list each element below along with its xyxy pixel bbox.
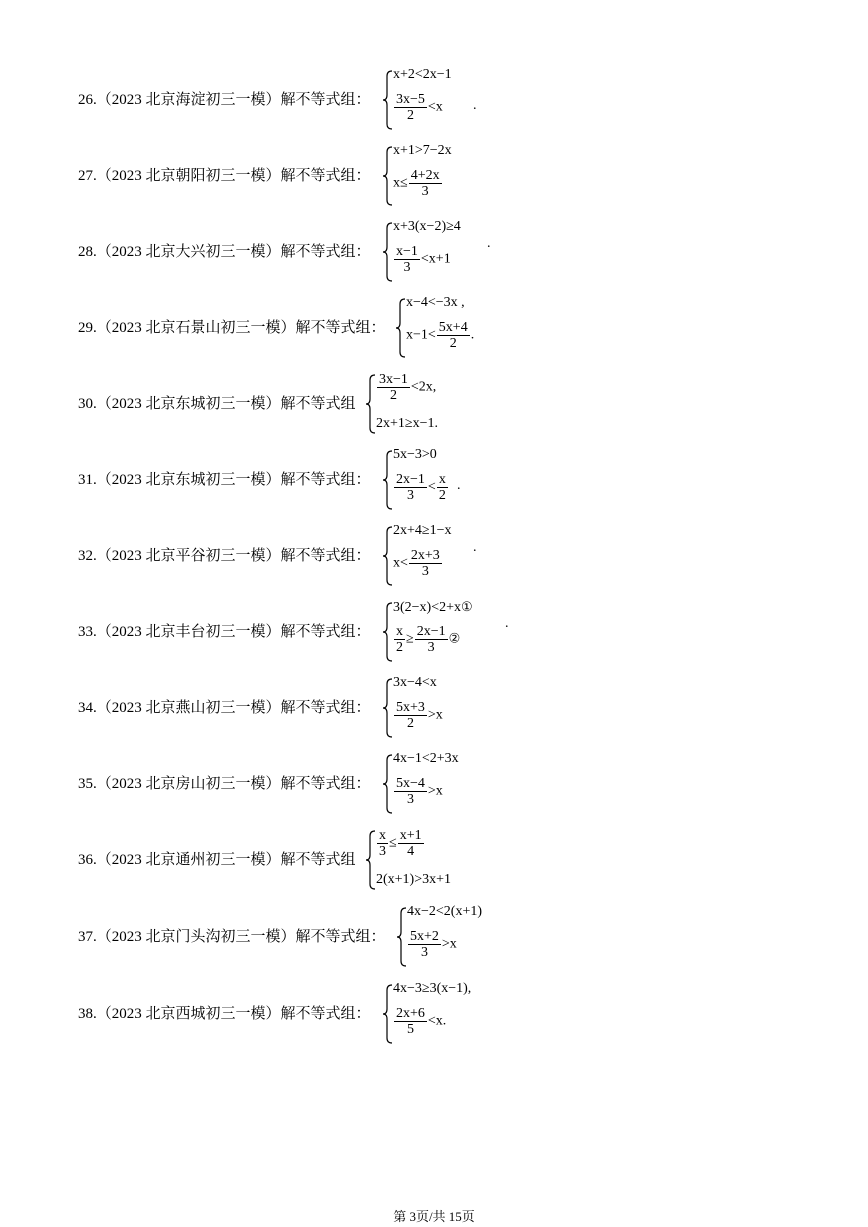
inequality-1: 4x−1<2+3x	[393, 751, 459, 766]
problem-label: 37.（2023 北京门头沟初三一模）解不等式组：	[78, 929, 386, 945]
inequality-2: x≤ $\frac{4+2x}{3}$	[393, 168, 440, 199]
brace-icon	[383, 526, 393, 586]
inequality-1: 3x−4<x	[393, 675, 437, 690]
problem-label: 36.（2023 北京通州初三一模）解不等式组	[78, 852, 356, 868]
problem-label: 34.（2023 北京燕山初三一模）解不等式组：	[78, 700, 371, 716]
inequality-2: $\frac{x-1}{3}$ <x+1	[396, 244, 451, 275]
inequality-1: x−4<−3x ,	[406, 295, 465, 310]
inequality-2: $\frac{5x+3}{2}$ >x	[396, 700, 443, 731]
problem-label: 30.（2023 北京东城初三一模）解不等式组	[78, 396, 356, 412]
problem-label: 28.（2023 北京大兴初三一模）解不等式组：	[78, 244, 371, 260]
inequality-2: $\frac{x}{2}$ ≥ $\frac{2x-1}{3}$ ②	[396, 624, 461, 655]
inequality-2: 2x+1≥x−1.	[376, 416, 438, 431]
inequality-2: 2(x+1)>3x+1	[376, 872, 452, 887]
problem-label: 38.（2023 北京西城初三一模）解不等式组：	[78, 1006, 371, 1022]
brace-icon	[383, 678, 393, 738]
inequality-2: $\frac{5x-4}{3}$ >x	[396, 776, 443, 807]
inequality-2: $\frac{2x+6}{5}$ <x.	[396, 1006, 447, 1037]
inequality-2: x−1< $\frac{5x+4}{2}$ .	[406, 320, 475, 351]
inequality-1: $\frac{x}{3}$ ≤ $\frac{x+1}{4}$	[379, 828, 422, 859]
inequality-2: $\frac{5x+2}{3}$ >x	[410, 929, 457, 960]
problem-label: 32.（2023 北京平谷初三一模）解不等式组：	[78, 548, 371, 564]
brace-icon	[383, 146, 393, 206]
problem-label: 29.（2023 北京石景山初三一模）解不等式组：	[78, 320, 386, 336]
page-footer: 第 3页/共 15页	[393, 1209, 475, 1224]
inequality-1: 4x−2<2(x+1)	[407, 904, 483, 919]
inequality-2: $\frac{3x-5}{2}$ <x	[396, 92, 443, 123]
inequality-2: $\frac{2x-1}{3}$ < $\frac{x}{2}$	[396, 472, 446, 503]
inequality-1: x+3(x−2)≥4	[393, 219, 461, 234]
inequality-1: 3(2−x)<2+x①	[393, 599, 473, 615]
inequality-2: x< $\frac{2x+3}{3}$	[393, 548, 440, 579]
problem-label: 31.（2023 北京东城初三一模）解不等式组：	[78, 472, 371, 488]
inequality-1: x+2<2x−1	[393, 67, 452, 82]
brace-icon	[383, 222, 393, 282]
brace-icon	[383, 70, 393, 130]
brace-icon	[397, 907, 407, 967]
brace-icon	[366, 374, 376, 434]
inequality-1: x+1>7−2x	[393, 143, 452, 158]
brace-icon	[396, 298, 406, 358]
inequality-1: 4x−3≥3(x−1),	[393, 981, 472, 996]
brace-icon	[383, 450, 393, 510]
brace-icon	[383, 984, 393, 1044]
problem-label: 26.（2023 北京海淀初三一模）解不等式组：	[78, 92, 371, 108]
inequality-1: 5x−3>0	[393, 447, 437, 462]
problem-label: 35.（2023 北京房山初三一模）解不等式组：	[78, 776, 371, 792]
brace-icon	[383, 602, 393, 662]
problem-label: 27.（2023 北京朝阳初三一模）解不等式组：	[78, 168, 371, 184]
brace-icon	[383, 754, 393, 814]
inequality-1: 2x+4≥1−x	[393, 523, 452, 538]
problem-label: 33.（2023 北京丰台初三一模）解不等式组：	[78, 624, 371, 640]
brace-icon	[366, 830, 376, 890]
inequality-1: $\frac{3x-1}{2}$ <2x,	[379, 372, 437, 403]
